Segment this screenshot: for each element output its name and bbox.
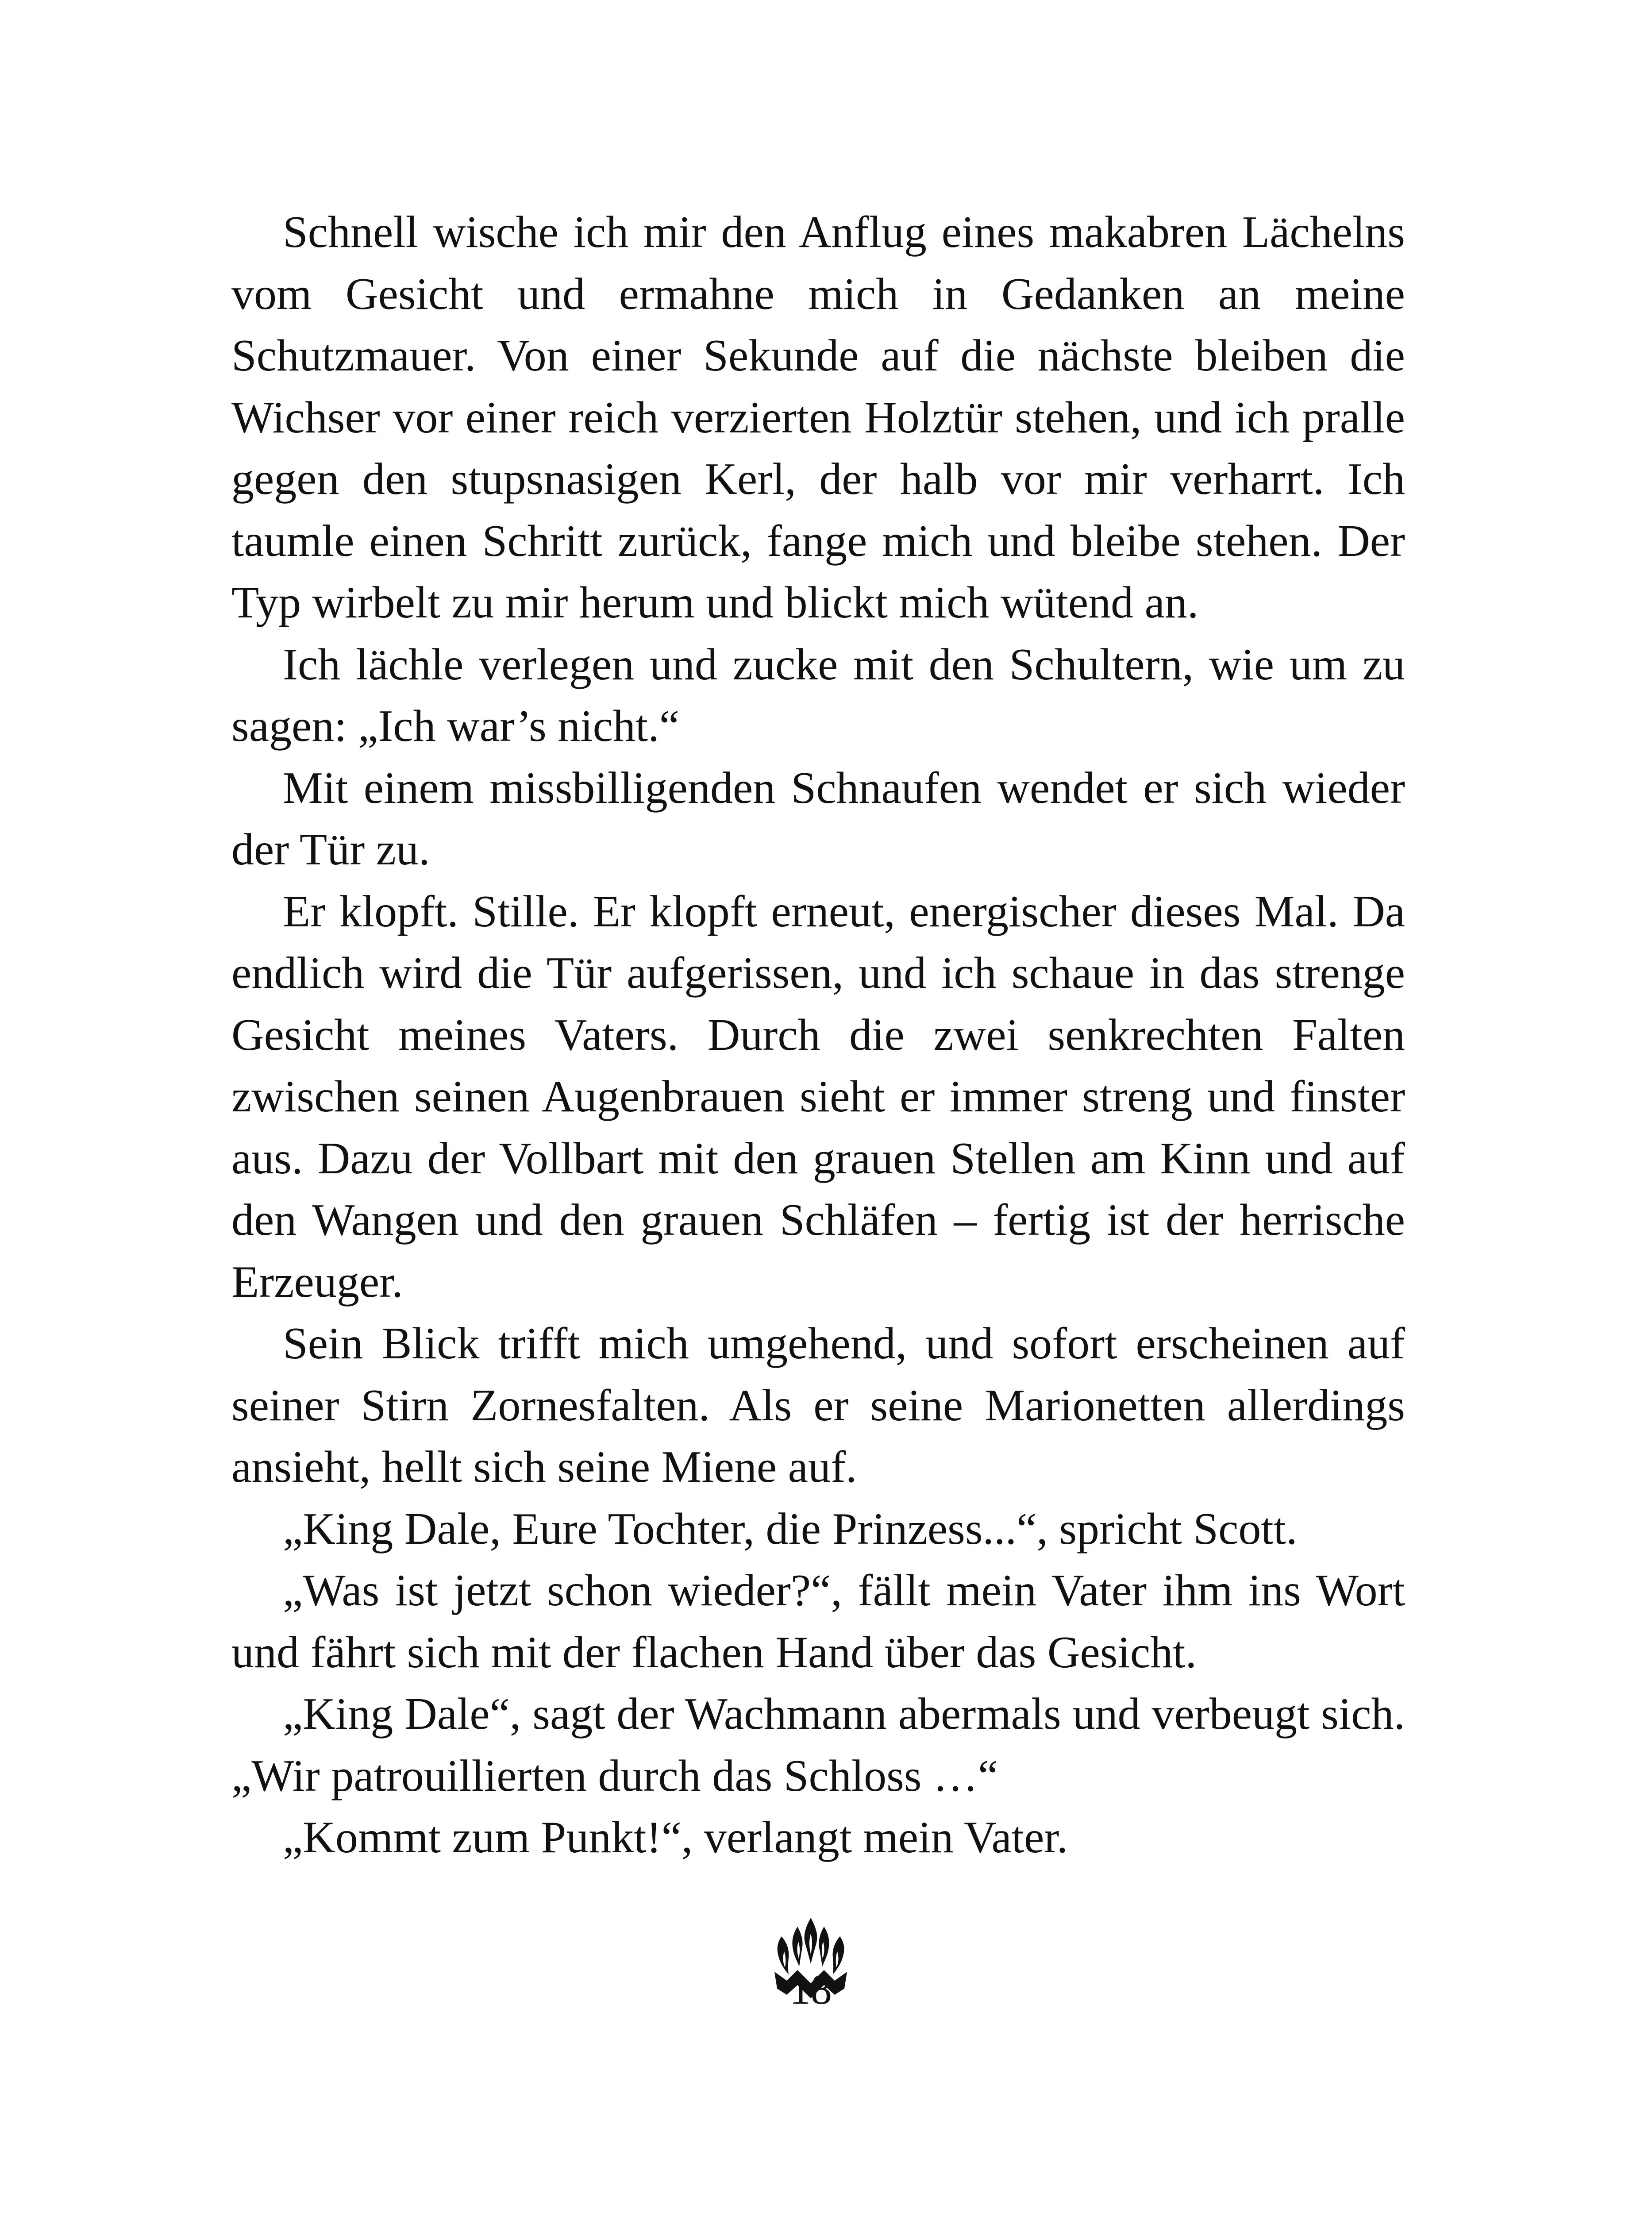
- paragraph-4: Er klopft. Stille. Er klopft erneut, energischer dieses Mal. Da endlich wird die Tür aufgerissen, und ich schaue in das strenge Gesicht meines Vaters. Durch die zwei senkrechten Falten zwischen seinen Augenbrauen sieht er immer streng und finster aus. Dazu der Vollbart mit den grauen Stellen am Kinn und auf den Wangen und den grauen Schläfen – fertig ist der herrische Erzeuger.: [231, 886, 1405, 1307]
- paragraph-7: „Was ist jetzt schon wieder?“, fällt mein Vater ihm ins Wort und fährt sich mit der flachen Hand über das Gesicht.: [231, 1565, 1405, 1677]
- page-number: 18: [789, 1966, 832, 2013]
- paragraph-8: „King Dale“, sagt der Wachmann abermals und verbeugt sich. „Wir patrouillierten durch das Schloss …“: [231, 1689, 1405, 1801]
- body-text: [231, 201, 1405, 1869]
- paragraph-1: Schnell wische ich mir den Anflug eines makabren Lächelns vom Gesicht und ermahne mich in Gedanken an meine Schutzmauer. Von einer Sekunde auf die nächste bleiben die Wichser vor einer reich verzierten Holztür stehen, und ich pralle gegen den stupsnasigen Kerl, der halb vor mir verharrt. Ich taumle einen Schritt zurück, fange mich und bleibe stehen. Der Typ wirbelt zu mir herum und blickt mich wütend an.: [231, 207, 1405, 628]
- paragraph-5: Sein Blick trifft mich umgehend, und sofort erscheinen auf seiner Stirn Zornesfalten. Als er seine Marionetten allerdings ansieht, hellt sich seine Miene auf.: [231, 1319, 1405, 1492]
- paragraph-6: „King Dale, Eure Tochter, die Prinzess...“, spricht Scott.: [283, 1504, 1298, 1554]
- paragraph-3: Mit einem missbilligenden Schnaufen wendet er sich wieder der Tür zu.: [231, 763, 1405, 875]
- paragraph-9: „Kommt zum Punkt!“, verlangt mein Vater.: [283, 1812, 1068, 1862]
- paragraph-2: Ich lächle verlegen und zucke mit den Schultern, wie um zu sagen: „Ich war’s nicht.“: [231, 639, 1405, 751]
